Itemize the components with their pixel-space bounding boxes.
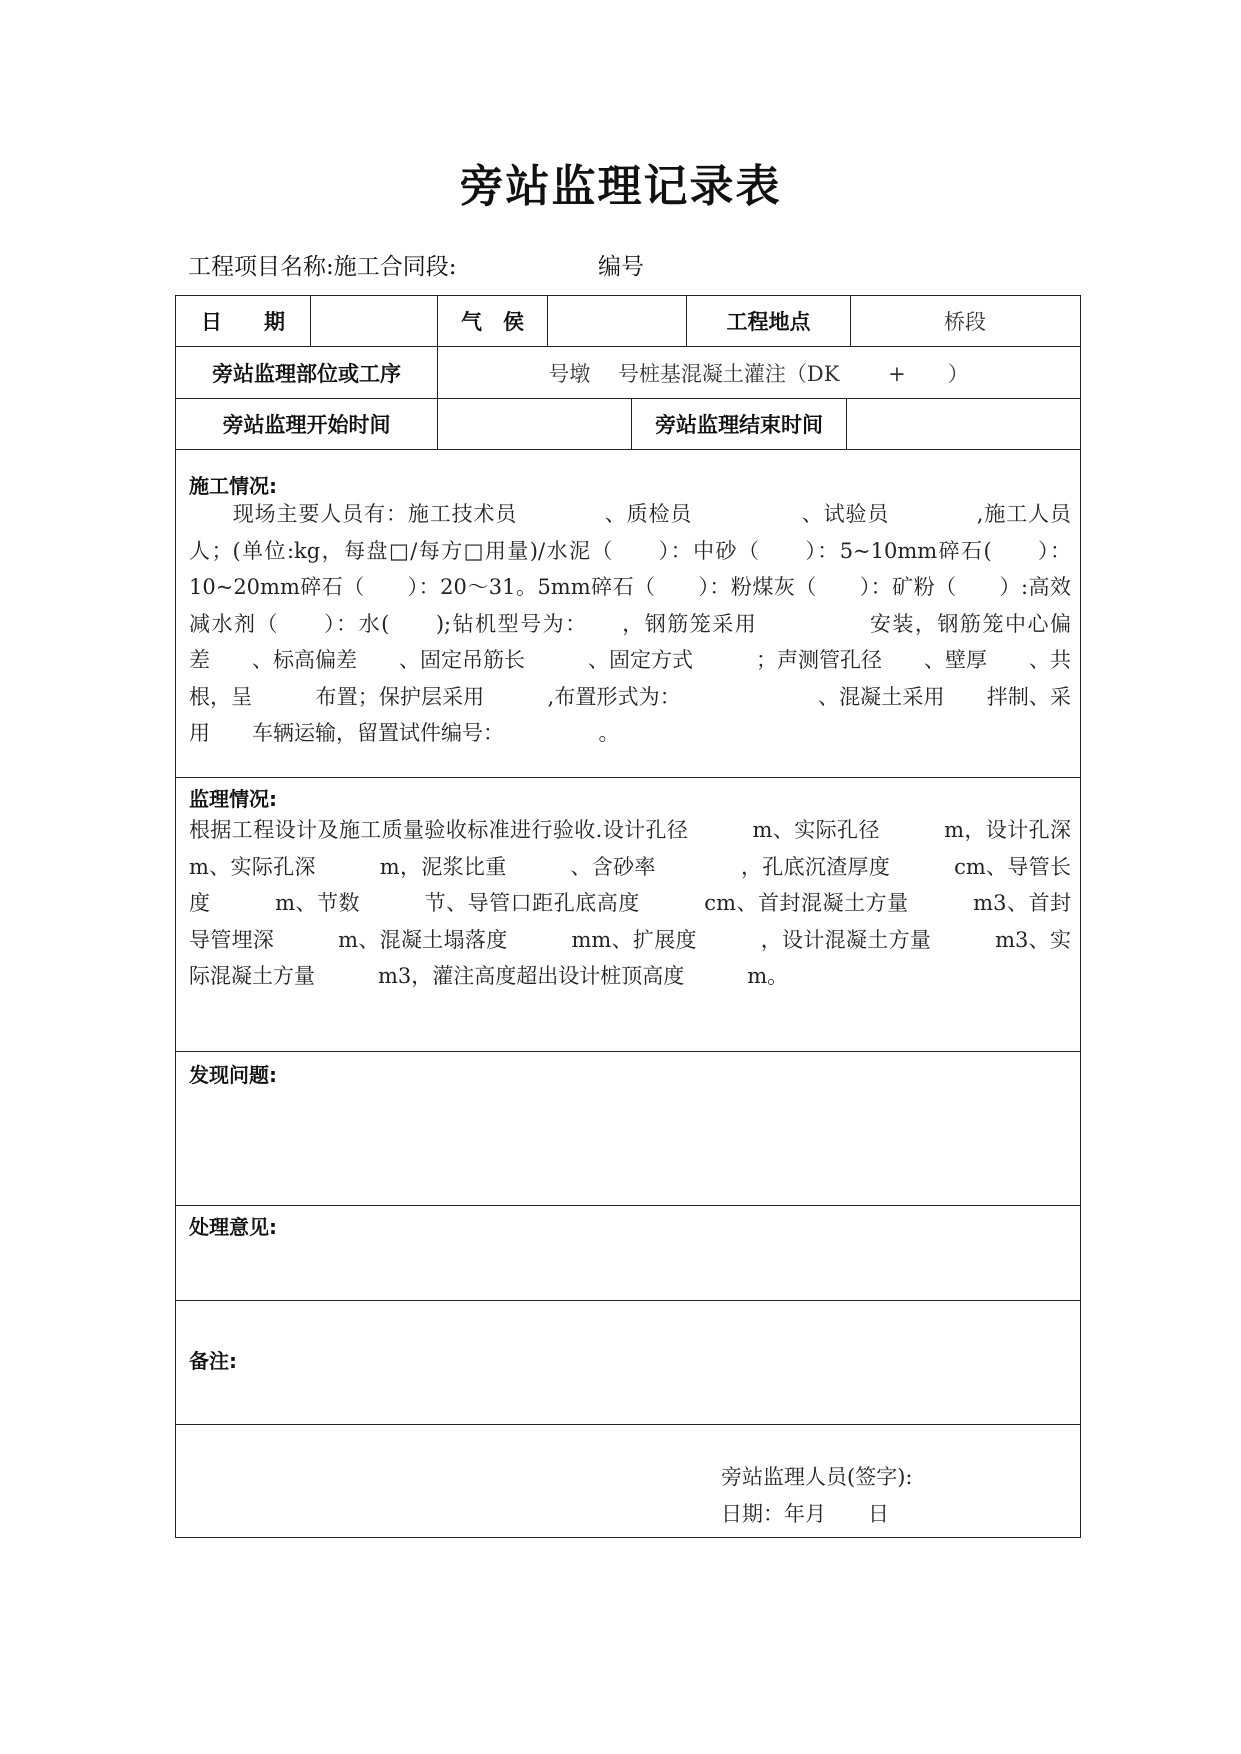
start-time-label: 旁站监理开始时间 xyxy=(222,413,391,437)
construction-title: 施工情况: xyxy=(189,474,277,498)
construction-section xyxy=(176,450,1113,778)
location-field[interactable]: 桥段 xyxy=(850,296,1079,346)
position-field[interactable]: 号墩 号桩基混凝土灌注（DK + ） xyxy=(437,347,1079,398)
project-name-label: 工程项目名称:施工合同段: xyxy=(188,254,457,280)
weather-field[interactable] xyxy=(547,296,686,346)
supervision-section xyxy=(176,778,1134,1052)
end-time-field[interactable] xyxy=(846,399,1079,449)
signature-person[interactable]: 旁站监理人员(签字): xyxy=(721,1465,913,1489)
position-label: 旁站监理部位或工序 xyxy=(212,361,401,386)
opinions-title: 处理意见: xyxy=(189,1215,277,1239)
header-line xyxy=(188,248,644,281)
construction-text[interactable]: 现场主要人员有：施工技术员 、质检员 、试验员 ,施工人员 人；(单位:kg，每盘□/每方□用量)/水泥（ ）：中砂（ ）：5~10mm碎石( ）：10~20mm碎石（ ）：20～31。5mm碎石（ ）：粉煤灰（ ）：矿粉（ ）:高效减水剂（ ）：水( );钻机型号为： ，钢筋笼采用 安装，钢筋笼中心偏差 、标高偏差 、固定吊筋长 、固定方式 ；声测管孔径 、壁厚 、共 根，呈 布置；保护层采用 ,布置形式为： 、混凝土采用 拌制、采用 车辆运输，留置试件编号： 。 xyxy=(189,502,1113,745)
problems-section[interactable] xyxy=(176,1052,1080,1206)
record-table xyxy=(175,295,1134,1538)
signature-section xyxy=(176,1425,1080,1537)
location-label: 工程地点 xyxy=(686,296,850,346)
row-date-weather-location xyxy=(176,296,1080,347)
row-position xyxy=(176,347,1080,399)
row-time xyxy=(176,399,1080,450)
signature-date[interactable]: 日期：年月 日 xyxy=(721,1502,889,1526)
supervision-title: 监理情况: xyxy=(189,787,277,811)
start-time-field[interactable] xyxy=(437,399,631,449)
supervision-text[interactable]: 根据工程设计及施工质量验收标准进行验收.设计孔径 m、实际孔径 m，设计孔深 m、实际孔深 m，泥浆比重 、含砂率 ，孔底沉渣厚度 cm、导管长度 m、节数 节、导管口距孔底高度 cm、首封混凝土方量 m3、首封导管埋深 m、混凝土塌落度 mm、扩展度 ，设计混凝土方量 m3、实际混凝土方量 m3，灌注高度超出设计桩顶高度 m。 xyxy=(189,818,1134,988)
opinions-section[interactable] xyxy=(176,1206,1080,1301)
date-field[interactable] xyxy=(310,296,437,346)
number-label: 编号 xyxy=(598,254,644,280)
page-title: 旁站监理记录表 xyxy=(459,161,782,212)
end-time-label: 旁站监理结束时间 xyxy=(631,399,846,449)
remarks-section[interactable] xyxy=(176,1301,1080,1425)
remarks-title: 备注: xyxy=(189,1349,237,1373)
date-label: 日 期 xyxy=(201,310,285,334)
problems-title: 发现问题: xyxy=(189,1063,277,1087)
weather-label: 气 侯 xyxy=(437,296,547,346)
